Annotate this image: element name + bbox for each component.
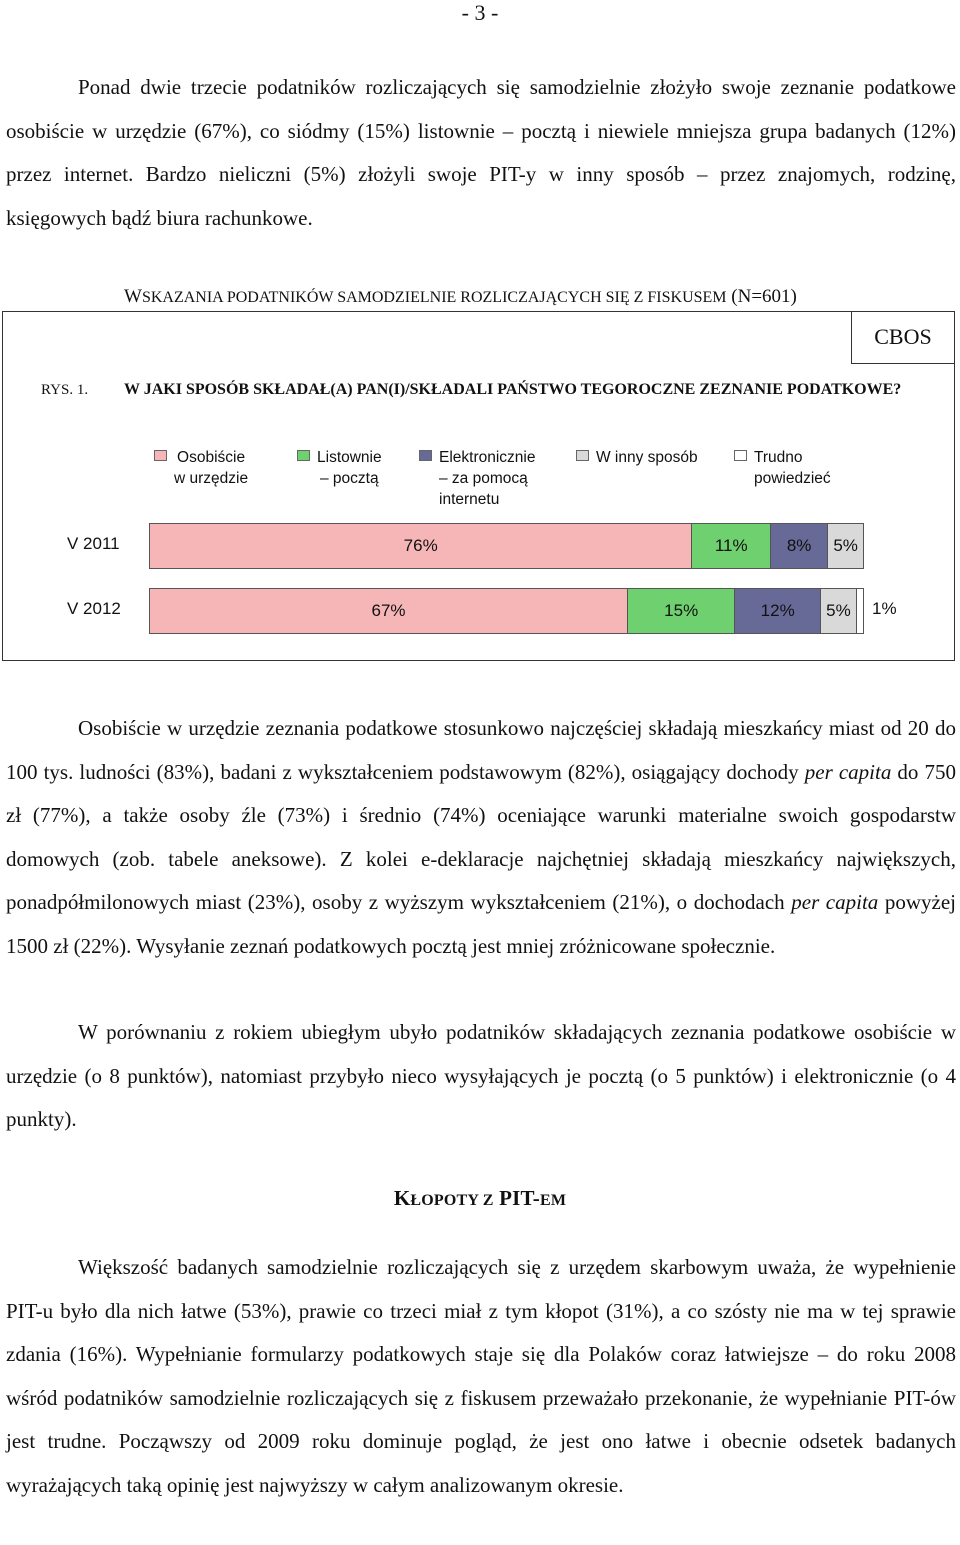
bar-segment: 76%: [149, 524, 692, 568]
bar-segment-label: 1%: [872, 599, 897, 618]
paragraph-text: powyżej 1500 zł (22%). Wysyłanie zeznań podatkowych pocztą jest mniej zróżnicowane społecznie.: [6, 890, 956, 958]
bar-category-label: V 2011: [67, 534, 120, 553]
legend-swatch: [576, 450, 589, 461]
legend-swatch: [734, 450, 747, 461]
legend-item: [734, 447, 831, 489]
bar-category-label: V 2012: [67, 599, 121, 618]
italic-term: per capita: [804, 759, 892, 784]
section-heading: [0, 1186, 960, 1211]
paragraph-demographics: [6, 707, 956, 968]
legend-item: [297, 447, 382, 489]
legend-swatch: [419, 450, 432, 461]
paragraph-difficulty: Większość badanych samodzielnie rozliczających się z urzędem skarbowym uważa, że wypełnienie PIT-u było dla nich łatwe (53%), prawie co trzeci miał z tym kłopot (31%), a co szósty nie ma w tej sprawie zdania (16%). Wypełnianie formularzy podatkowych staje się dla Polaków coraz łatwiejsze – do roku 2008 wśród podatników samodzielnie rozliczających się z fiskusem przeważało przekonanie, że wypełnianie PIT-ów jest trudne. Począwszy od 2009 roku dominuje pogląd, że jest ono łatwe i obecnie odsetek badanych wyrażających taką opinię jest najwyższy w całym analizowanym okresie.: [6, 1255, 956, 1497]
legend-swatch: [154, 450, 167, 461]
legend-item: [154, 447, 248, 489]
bar-segment: 8%: [771, 524, 828, 568]
bar-segment: 5%: [821, 589, 857, 633]
legend-label: Listownie – pocztą: [317, 449, 382, 487]
italic-term: per capita: [791, 890, 879, 914]
page-number: - 3 -: [461, 0, 499, 25]
stacked-bar: [149, 523, 864, 569]
figure-question: W JAKI SPOSÓB SKŁADAŁ(A) PAN(I)/SKŁADALI PAŃSTWO TEGOROCZNE ZEZNANIE PODATKOWE?: [124, 381, 902, 398]
legend-swatch: [297, 450, 310, 461]
heading-pit: PIT-: [493, 1186, 540, 1210]
bar-segment: 11%: [692, 524, 771, 568]
legend-label: Osobiście w urzędzie: [174, 449, 249, 487]
heading-smallcaps: EM: [539, 1192, 567, 1209]
figure-title-initial: W: [124, 286, 142, 307]
legend-label: W inny sposób: [596, 449, 698, 466]
figure-box: [2, 311, 955, 661]
bar-segment: 5%: [828, 524, 864, 568]
heading-initial: K: [393, 1186, 411, 1210]
heading-smallcaps: ŁOPOTY Z: [410, 1192, 494, 1209]
figure-label: RYS. 1.: [41, 382, 89, 398]
bar-segment: [857, 589, 864, 633]
source-badge: CBOS: [851, 312, 954, 364]
legend-item: [419, 447, 536, 510]
paragraph-intro: Ponad dwie trzecie podatników rozliczających się samodzielnie złożyło swoje zeznanie podatkowe osobiście w urzędzie (67%), co siódmy (15%) listownie – pocztą i niewiele mniejsza grupa badanych (12%) przez internet. Bardzo nieliczni (5%) złożyli swoje PIT-y w inny sposób – przez znajomych, rodzinę, księgowych bądź biura rachunkowe.: [6, 75, 956, 230]
bar-segment: 67%: [149, 589, 628, 633]
legend-item: [576, 447, 698, 468]
paragraph-text: do 750 zł (77%), a także osoby źle (73%) i średnio (74%) oceniające warunki materialne swoich gospodarstw domowych (zob. tabele aneksowe). Z kolei e-deklaracje najchętniej składają mieszkańcy największych, ponadpółmilonowych miast (23%), osoby z wyższym wykształceniem (21%), o dochodach: [6, 759, 956, 914]
paragraph-comparison: W porównaniu z rokiem ubiegłym ubyło podatników składających zeznania podatkowe osobiście w urzędzie (o 8 punktów), natomiast przybyło nieco wysyłających je pocztą (o 5 punktów) i elektronicznie (o 4 punkty).: [6, 1020, 956, 1131]
bar-segment: 12%: [735, 589, 821, 633]
legend-label: Elektronicznie – za pomocą internetu: [439, 449, 536, 508]
figure-title-n: (N=601): [726, 286, 797, 307]
figure-title: [124, 286, 797, 308]
bar-segment: 15%: [628, 589, 735, 633]
stacked-bar: [149, 588, 864, 634]
paragraph-text: Osobiście w urzędzie zeznania podatkowe stosunkowo najczęściej składają mieszkańcy miast od 20 do 100 tys. ludności (83%), badani z wykształceniem podstawowym (82%), osiągający dochody: [6, 716, 956, 784]
legend-label: Trudno powiedzieć: [754, 449, 831, 487]
figure-title-text: SKAZANIA PODATNIKÓW SAMODZIELNIE ROZLICZAJĄCYCH SIĘ Z FISKUSEM: [141, 289, 727, 306]
